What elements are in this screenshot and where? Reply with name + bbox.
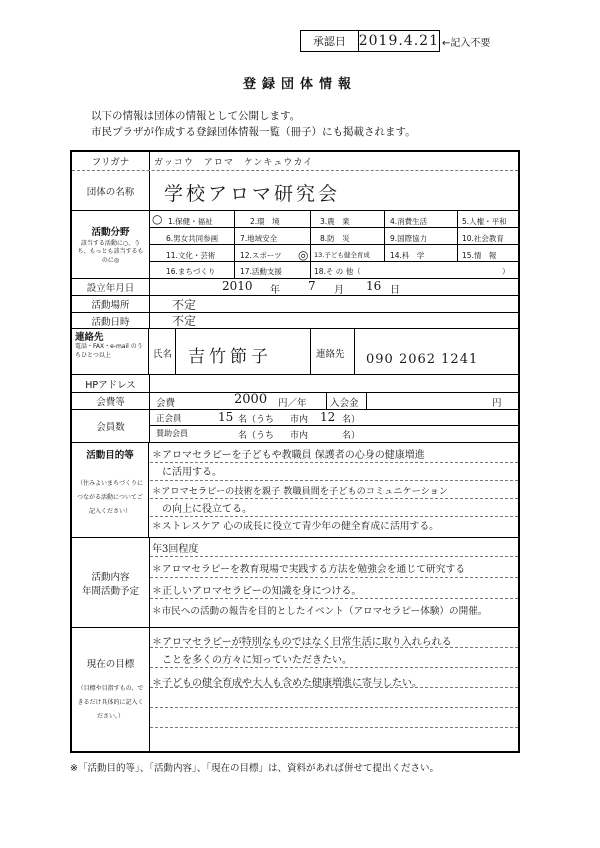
time-label: 活動日時 (72, 313, 150, 328)
entry-fee-label: 入会金 (330, 398, 359, 409)
field-cat-14: 14.科 学 (390, 251, 425, 260)
contact-tel-value: 090 2062 1241 (366, 352, 479, 367)
supporting-name-unit: 名） (342, 431, 361, 441)
regular-city-label: 市内 (290, 415, 309, 425)
footnote: ※「活動目的等」、「活動内容」、「現在の目標」は、資料があれば併せて提出ください。 (70, 763, 439, 774)
contact-sublabel: 電話・FAX・e-mail のうちひとつ以上 (75, 343, 143, 359)
hp-label: HPアドレス (72, 375, 150, 392)
regular-name-unit: 名） (342, 415, 361, 425)
founded-label: 設立年月日 (72, 279, 150, 295)
entry-fee-unit: 円 (492, 398, 502, 409)
intro-line-1: 以下の情報は団体の情報として公開します。 (91, 110, 301, 122)
time-value: 不定 (172, 314, 197, 328)
contact-name-label: 氏名 (152, 349, 172, 360)
field-cat-18: 18.そ の 他（ (314, 267, 361, 276)
contact-label-cell (72, 329, 149, 374)
activity-label: 活動内容 (91, 571, 130, 583)
fee-unit: 円／年 (278, 398, 307, 409)
activity-label-2: 年間活動予定 (81, 585, 139, 597)
contact-name-value: 吉竹節子 (188, 347, 272, 367)
intro-line-2: 市民プラザが作成する登録団体情報一覧（冊子）にも掲載されます。 (91, 126, 416, 138)
contact-tel-label: 連絡先 (316, 349, 345, 360)
day-unit: 日 (390, 285, 400, 296)
contact-label: 連絡先 (75, 332, 104, 343)
field-label-cell (72, 211, 150, 278)
goal-label: 現在の目標 (86, 658, 135, 670)
field-cat-16: 16.まちづくり (166, 267, 216, 276)
purpose-line-1: ＊アロマセラピーを子どもや教職員 保護者の心身の健康増進 (152, 450, 425, 461)
field-cat-17: 17.活動支援 (240, 267, 282, 276)
field-cat-4: 4.消費生活 (390, 217, 428, 226)
field-mark-circle: ○ (152, 212, 163, 226)
activity-label-cell (72, 538, 150, 627)
fee-label: 会費 (156, 398, 176, 409)
approval-date: 2019.4.21 (358, 33, 439, 49)
approval-box (300, 30, 440, 52)
supporting-member-label: 賛助会員 (156, 429, 188, 438)
goal-line-1: ＊アロマセラピーが特別なものではなく日常生活に取り入れられる (152, 637, 452, 648)
goal-line-2: ことを多くの方々に知っていただきたい。 (152, 655, 352, 666)
supporting-member-unit: 名（うち (238, 431, 275, 441)
field-cat-9: 9.国際協力 (390, 234, 428, 243)
place-value: 不定 (172, 298, 197, 312)
purpose-line-5: ＊ストレスケア 心の成長に役立て青少年の健全育成に活用する。 (152, 521, 439, 532)
field-cat-5: 5.人権・平和 (462, 217, 507, 226)
goal-sublabel: （目標や目指すもの、できるだけ具体的に記入ください。） (77, 684, 144, 720)
furigana-value: ガッコウ アロマ ケンキュウカイ (154, 158, 314, 168)
field-cat-11: 11.文化・芸術 (166, 251, 216, 260)
founded-year: 2010 (222, 279, 253, 293)
regular-member-label: 正会員 (156, 414, 182, 424)
place-label: 活動場所 (72, 296, 150, 312)
purpose-line-3: ＊アロマセラピーの技術を親子 教職員間を子どものコミュニケーション (152, 486, 448, 497)
field-cat-13: 13.子ども健全育成 (314, 251, 370, 259)
field-sublabel: 該当する活動に○、うち、もっとも該当するものに◎ (77, 239, 144, 264)
activity-line-1: 年3回程度 (152, 544, 199, 555)
furigana-label: フリガナ (72, 152, 150, 170)
activity-line-4: ＊市民への活動の報告を目的としたイベント（アロマセラピー体験）の開催。 (152, 606, 488, 617)
purpose-label: 活動目的等 (86, 450, 134, 461)
regular-city-value: 12 (320, 410, 336, 424)
members-label: 会員数 (72, 410, 150, 442)
approval-label: 承認日 (301, 31, 359, 51)
field-cat-3: 3.農 業 (320, 217, 350, 226)
purpose-sublabel: （住みよいまちづくりにつながる活動についてご記入ください） (77, 480, 143, 515)
field-cat-10: 10.社会教育 (462, 234, 504, 243)
field-cat-2: 2.環 境 (250, 217, 280, 226)
registration-form: フリガナ ガッコウ アロマ ケンキュウカイ 団体の名称 学校アロマ研究会 活動分野 該当する活動に○、うち、もっとも該当するものに◎ ○ ◎ 1.保健・福祉 2.環 境 3.農 業 4.消費生活 5.人権・平和 6.男女共同参画 7.地域安全 8.防 災 9.国際協力 10.社会教育 11.文化・芸術 12.スポーツ 13.子ども健全育成 14.科 学 15.情 報 16.まちづくり 17.活動支援 18.そ の 他（ ） 設立年月日 2010 年 7 月 16 日 活動場所 不定 活動日時 不定 連絡先 電話・FAX・e-mail のうちひとつ以上 氏名 吉竹節子 連絡先 090 2062 1241 HPアドレス 会費等 会費 2000 円／年 入会金 円 会員数 正会員 15 名（うち 市内 12 名） 賛助会員 名（うち 市内 名） 活動目的等 （住みよいまちづくりにつながる活動についてご記入ください） ＊アロマセラピーを子どもや教職員 保護者の心身の健康増進 に活用する。 ＊アロマセラピーの技術を親子 教職員間を子どものコミュニケーション の向上に役立てる。 ＊ストレスケア 心の成長に役立て青少年の健全育成に活用する。 活動内容 年間活動予定 年3回程度 ＊アロマセラピーを教育現場で実践する方法を勉強会を通じて研究する ＊正しいアロマセラピーの知識を身につける。 ＊市民への活動の報告を目的としたイベント（アロマセラピー体験）の開催。 現在の目標 （目標や目指すもの、できるだけ具体的に記入ください。） ＊アロマセラピーが特別なものではなく日常生活に取り入れられる ことを多くの方々に知っていただきたい。 ＊子どもの健全育成や大人も含めた健康増進に寄与したい。 (70, 150, 520, 753)
supporting-city-label: 市内 (290, 431, 309, 441)
field-cat-6: 6.男女共同参画 (166, 234, 219, 243)
founded-day: 16 (366, 279, 382, 293)
no-entry-note: ←記入不要 (442, 38, 491, 49)
regular-member-unit: 名（うち (238, 415, 275, 425)
purpose-line-4: の向上に役立てる。 (152, 504, 252, 515)
field-cat-12: 12.スポーツ (240, 251, 282, 260)
field-cat-8: 8.防 災 (320, 234, 350, 243)
activity-line-3: ＊正しいアロマセラピーの知識を身につける。 (152, 586, 362, 597)
group-name-value: 学校アロマ研究会 (164, 183, 341, 205)
field-cat-1: 1.保健・福祉 (168, 217, 213, 226)
fees-label: 会費等 (72, 393, 150, 409)
activity-line-2: ＊アロマセラピーを教育現場で実践する方法を勉強会を通じて研究する (152, 564, 466, 575)
purpose-line-2: に活用する。 (152, 467, 222, 478)
field-cat-7: 7.地域安全 (240, 234, 278, 243)
field-mark-double: ◎ (298, 248, 309, 262)
field-cat-15: 15.情 報 (462, 251, 497, 260)
page-title: 登録団体情報 (242, 77, 357, 92)
founded-month: 7 (308, 279, 316, 293)
month-unit: 月 (334, 285, 344, 296)
field-label: 活動分野 (91, 226, 130, 238)
purpose-label-cell (72, 443, 149, 537)
year-unit: 年 (270, 285, 280, 296)
goal-line-3: ＊子どもの健全育成や大人も含めた健康増進に寄与したい。 (152, 678, 422, 689)
regular-member-value: 15 (218, 410, 234, 424)
fee-value: 2000 (234, 392, 268, 407)
goal-label-cell (72, 628, 150, 751)
name-label: 団体の名称 (72, 171, 150, 210)
